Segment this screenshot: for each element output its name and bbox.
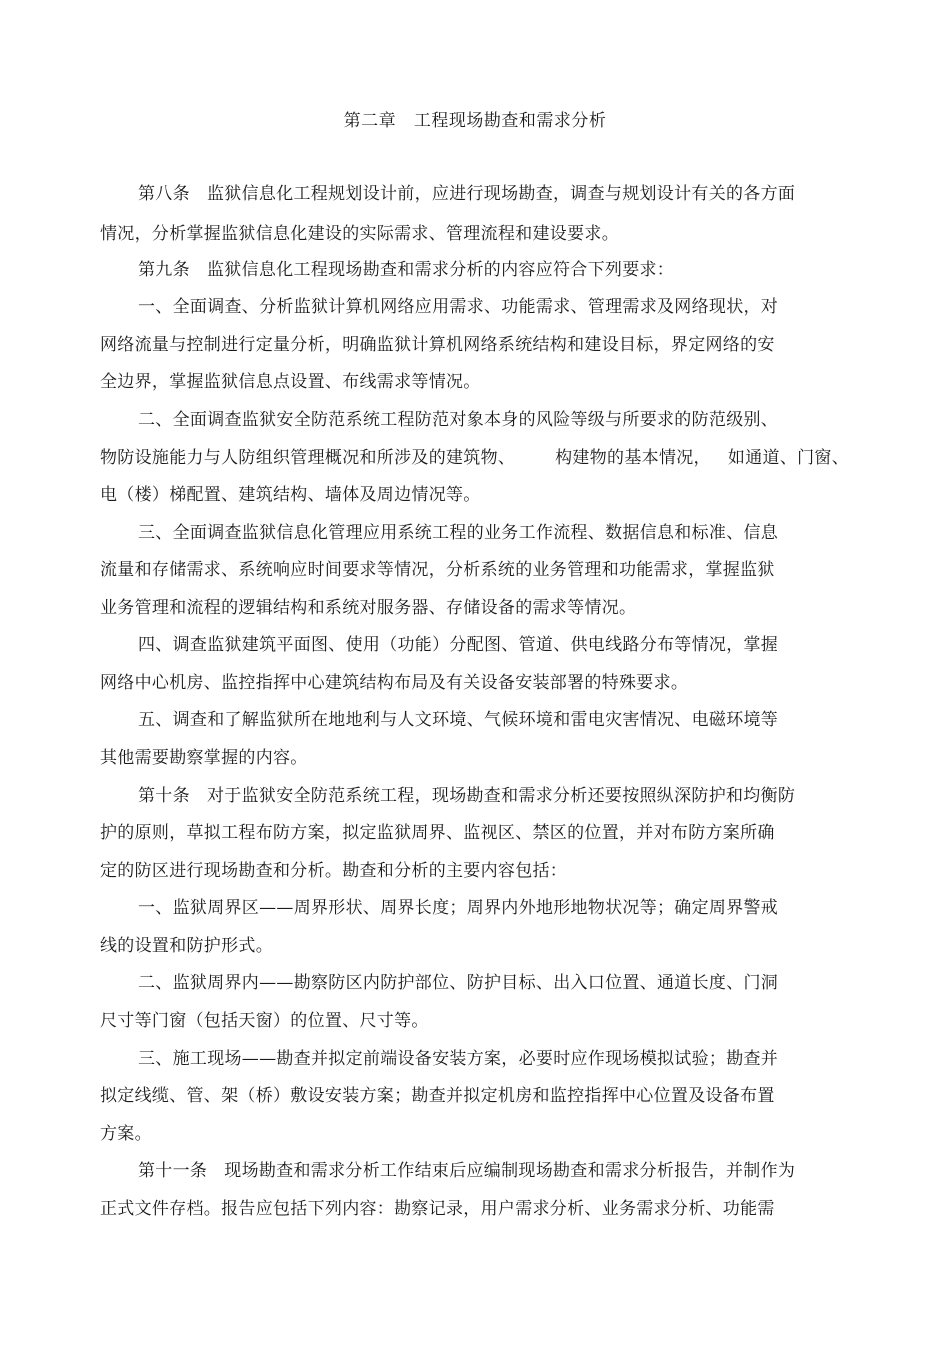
text-line: 尺寸等门窗（包括天窗）的位置、尺寸等。 [100,1011,429,1031]
text-line: 其他需要勘察掌握的内容。 [100,748,308,768]
text-line: 第八条 监狱信息化工程规划设计前，应进行现场勘查，调查与规划设计有关的各方面 [138,184,796,204]
text-line: 护的原则，草拟工程布防方案，拟定监狱周界、监视区、禁区的位置，并对布防方案所确 [100,823,775,843]
text-line: 第九条 监狱信息化工程现场勘查和需求分析的内容应符合下列要求： [138,260,675,280]
text-line: 二、全面调查监狱安全防范系统工程防范对象本身的风险等级与所要求的防范级别、 [138,410,779,430]
text-line: 第十条 对于监狱安全防范系统工程，现场勘查和需求分析还要按照纵深防护和均衡防 [138,786,796,806]
text-line: 定的防区进行现场勘查和分析。勘查和分析的主要内容包括： [100,861,568,881]
text-line: 五、调查和了解监狱所在地地利与人文环境、气候环境和雷电灾害情况、电磁环境等 [138,710,779,730]
text-line: 业务管理和流程的逻辑结构和系统对服务器、存储设备的需求等情况。 [100,598,637,618]
text-line: 一、全面调查、分析监狱计算机网络应用需求、功能需求、管理需求及网络现状，对 [138,297,779,317]
text-line: 电（楼）梯配置、建筑结构、墙体及周边情况等。 [100,485,481,505]
text-line: 二、监狱周界内——勘察防区内防护部位、防护目标、出入口位置、通道长度、门洞 [138,973,779,993]
text-line: 线的设置和防护形式。 [100,936,273,956]
text-line: 一、监狱周界区——周界形状、周界长度；周界内外地形地物状况等；确定周界警戒 [138,898,779,918]
text-line: 情况，分析掌握监狱信息化建设的实际需求、管理流程和建设要求。 [100,224,619,244]
text-line: 正式文件存档。报告应包括下列内容：勘察记录，用户需求分析、业务需求分析、功能需 [100,1199,775,1219]
text-line: 四、调查监狱建筑平面图、使用（功能）分配图、管道、供电线路分布等情况，掌握 [138,635,779,655]
text-line: 网络流量与控制进行定量分析，明确监狱计算机网络系统结构和建设目标，界定网络的安 [100,335,775,355]
text-line: 全边界，掌握监狱信息点设置、布线需求等情况。 [100,372,481,392]
text-line: 网络中心机房、监控指挥中心建筑结构布局及有关设备安装部署的特殊要求。 [100,673,689,693]
text-line: 三、全面调查监狱信息化管理应用系统工程的业务工作流程、数据信息和标准、信息 [138,523,779,543]
text-line: 拟定线缆、管、架（桥）敷设安装方案；勘查并拟定机房和监控指挥中心位置及设备布置 [100,1086,775,1106]
text-line: 第十一条 现场勘查和需求分析工作结束后应编制现场勘查和需求分析报告，并制作为 [138,1161,796,1181]
text-line: 方案。 [100,1124,152,1144]
chapter-title: 第二章 工程现场勘查和需求分析 [343,111,607,131]
text-line: 三、施工现场——勘查并拟定前端设备安装方案，必要时应作现场模拟试验；勘查并 [138,1049,779,1069]
text-line: 流量和存储需求、系统响应时间要求等情况，分析系统的业务管理和功能需求，掌握监狱 [100,560,775,580]
text-line: 物防设施能力与人防组织管理概况和所涉及的建筑物、 构建物的基本情况， 如通道、门窗、 [100,448,850,468]
